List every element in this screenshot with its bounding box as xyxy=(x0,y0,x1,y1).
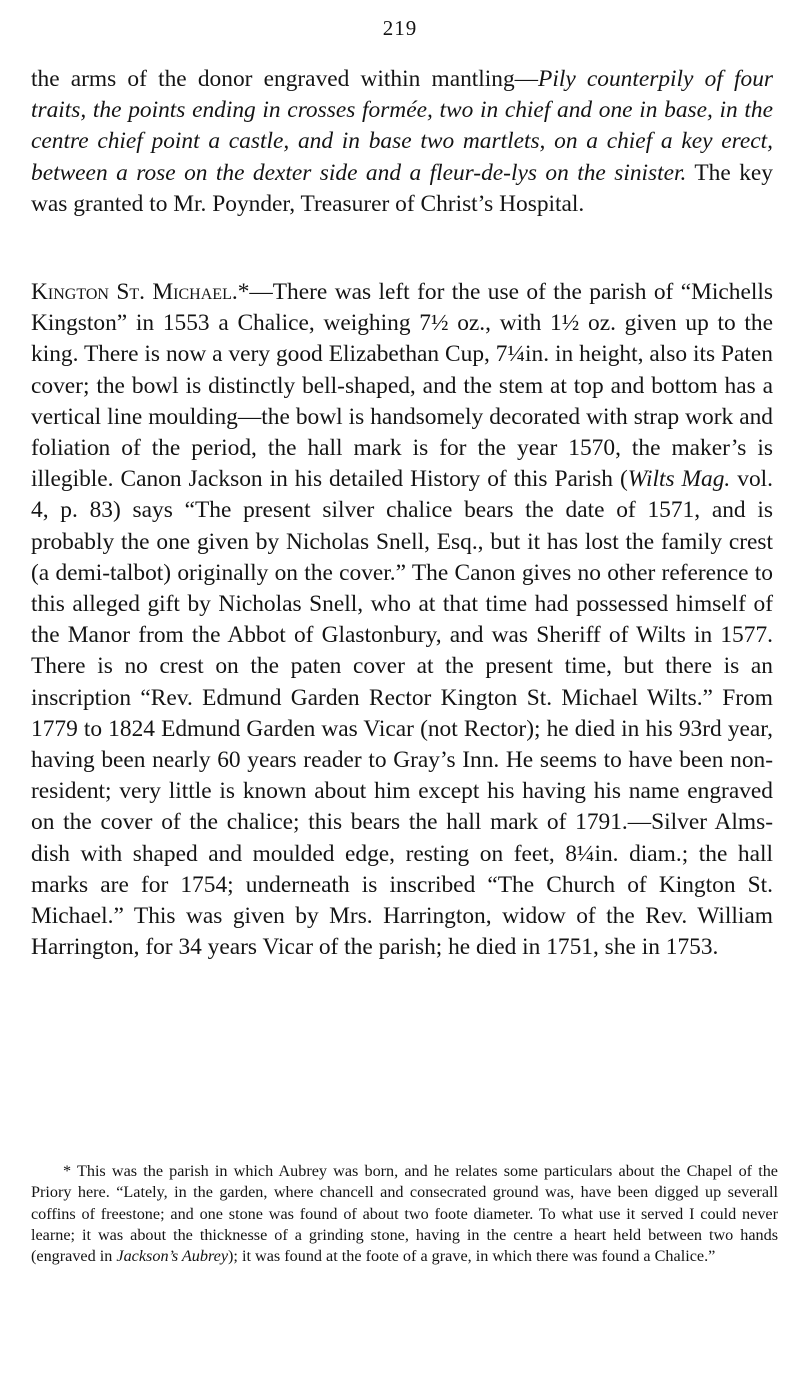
footnote-text-end: ); it was found at the foote of a grave, in which there was found a Chalice.” xyxy=(228,1247,716,1266)
paragraph-arms-description xyxy=(31,64,773,220)
heraldic-blazon: Pily counterpily of four traits, the points ending in crosses formée, two in chief and one in base, in the centre chief point a castle, and in base two martlets, on a chief a key erect, between a rose on the dexter side and a fleur-de-lys on the sinister. xyxy=(31,66,773,186)
journal-title: Wilts Mag. xyxy=(627,466,731,493)
paragraph2-text-end: vol. 4, p. 83) says “The present silver chalice bears the date of 1571, and is probably the one given by Nicholas Snell, Esq., but it has lost the family crest (a demi-talbot) originally on the cover.” The Canon gives no other reference to this alleged gift by Nicholas Snell, who at that time had possessed himself of the Manor from the Abbot of Glastonbury, and was Sheriff of Wilts in 1577. There is no crest on the paten cover at the present time, but there is an inscription “Rev. Edmund Garden Rector Kington St. Michael Wilts.” From 1779 to 1824 Edmund Garden was Vicar (not Rector); he died in his 93rd year, having been nearly 60 years reader to Gray’s Inn. He seems to have been non-resident; very little is known about him except his having his name engraved on the cover of the chalice; this bears the hall mark of 1791.—Silver Alms-dish with shaped and moulded edge, resting on feet, 8¼in. diam.; the hall marks are for 1754; underneath is inscribed “The Church of Kington St. Michael.” This was given by Mrs. Harrington, widow of the Rev. William Harrington, for 34 years Vicar of the parish; he died in 1751, she in 1753. xyxy=(31,466,773,961)
footnote-book-title: Jackson’s Aubrey xyxy=(116,1247,229,1266)
paragraph1-text-end: The key was granted to Mr. Poynder, Treasurer of Christ’s Hospital. xyxy=(31,159,773,217)
paragraph-kington-st-michael xyxy=(31,277,773,963)
footnote-text-start: * This was the parish in which Aubrey was born, and he relates some particulars about the Chapel of the Priory here. “Lately, in the garden, where chancell and consecrated ground was, have been digged up severall coffins of freestone; and one stone was found of about two foote diameter. To what use it served I could never learne; it was about the thicknesse of a grinding stone, having in the centre a heart held between two hands (engraved in xyxy=(31,1162,778,1266)
page-number: 219 xyxy=(382,16,418,40)
paragraph2-text-start: *—There was left for the use of the parish of “Michells Kingston” in 1553 a Chalice, weighing 7½ oz., with 1½ oz. given up to the king. There is now a very good Elizabethan Cup, 7¼in. in height, also its Paten cover; the bowl is distinctly bell-shaped, and the stem at top and bottom has a vertical line moulding—the bowl is handsomely decorated with strap work and foliation of the period, the hall mark is for the year 1570, the maker’s is illegible. Canon Jackson in his detailed History of this Parish ( xyxy=(31,279,773,493)
section-heading: Kington St. Michael. xyxy=(31,279,238,305)
footnote xyxy=(31,1161,778,1267)
paragraph1-text-start: the arms of the donor engraved within mantling— xyxy=(31,66,539,92)
